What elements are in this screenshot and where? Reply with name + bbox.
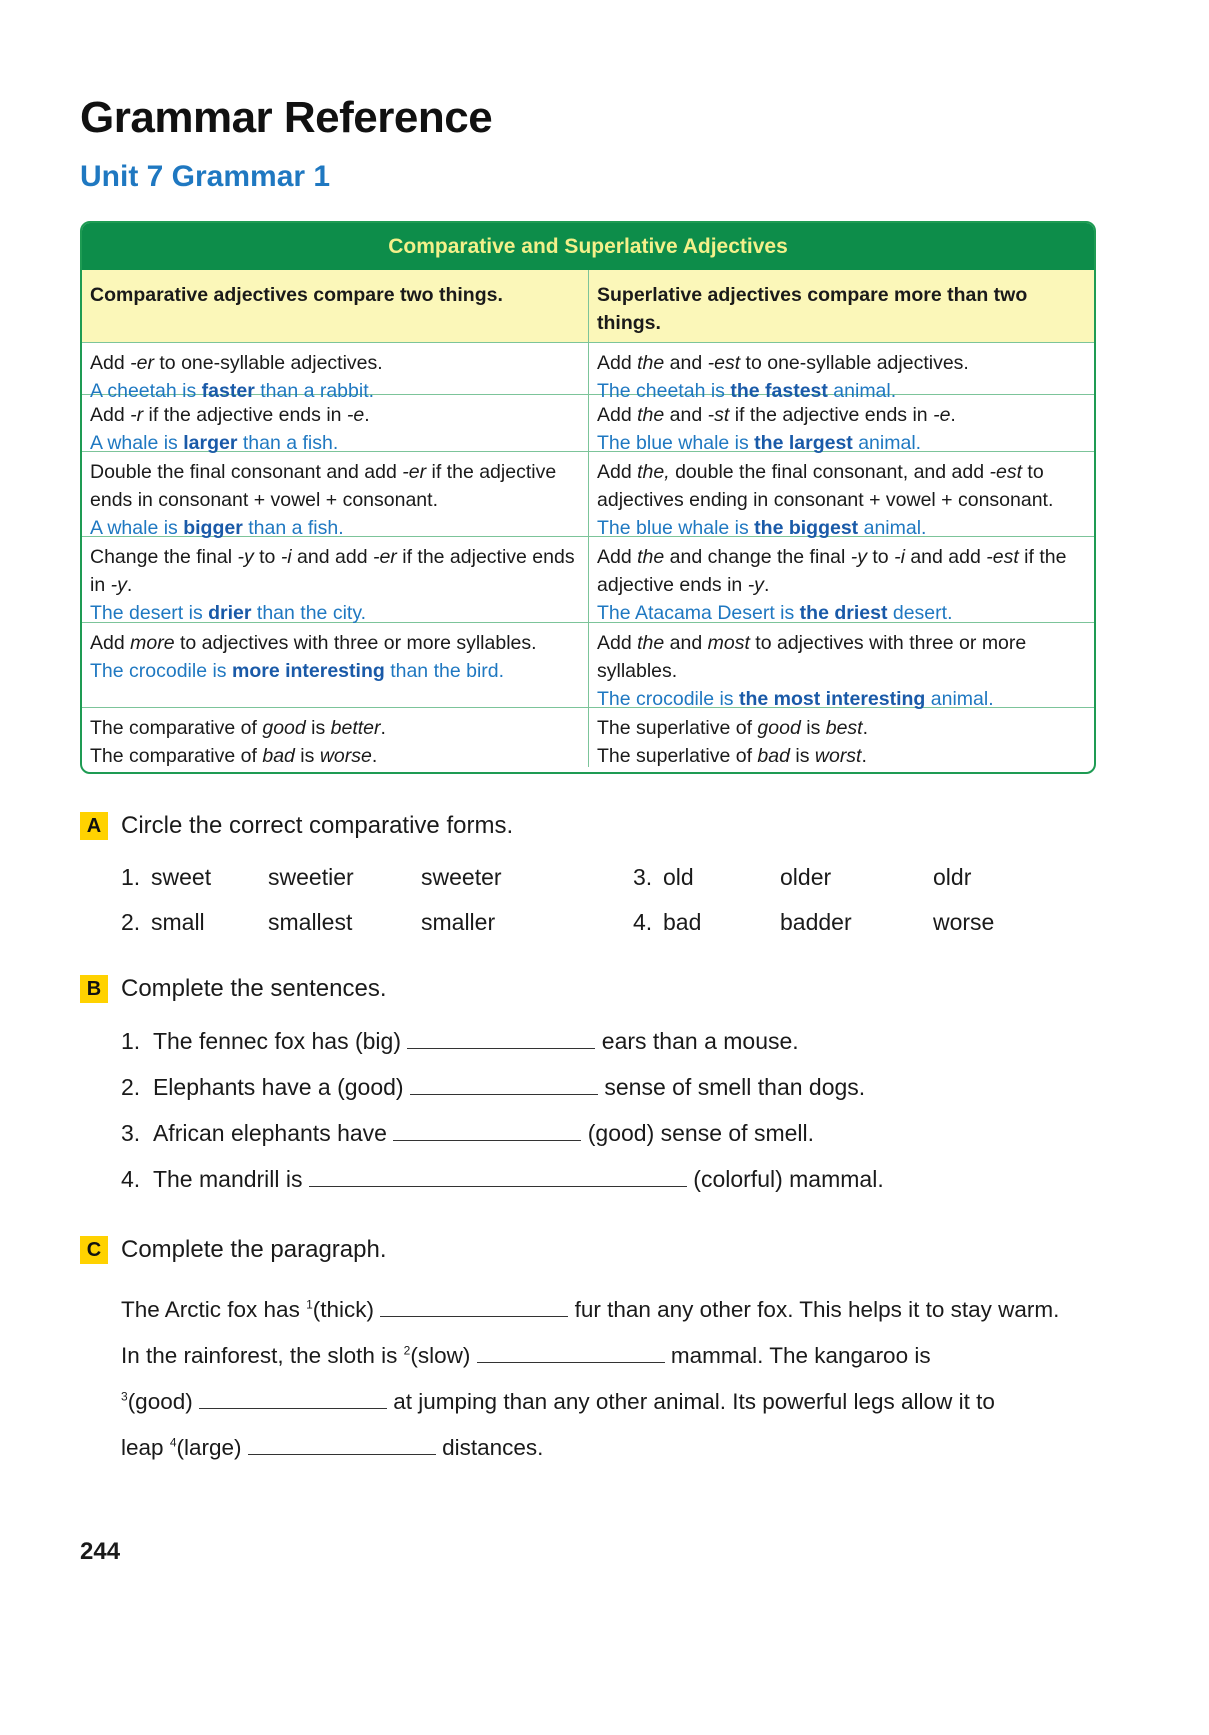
exercise-a-item: 1. sweet sweetier sweeter bbox=[121, 864, 502, 890]
example-text: The blue whale is the biggest animal. bbox=[597, 517, 927, 539]
example-text: The Atacama Desert is the driest desert. bbox=[597, 602, 953, 624]
rule-text: Double the final consonant and add -er if the adjective ends in consonant + vowel + consonant. bbox=[90, 461, 557, 511]
rule-text: Add the, double the final consonant, and add -est to adjectives ending in consonant + vowel + consonant. bbox=[597, 461, 1054, 511]
page-number: 244 bbox=[80, 1538, 121, 1565]
rule-text: Add the and most to adjectives with three or more syllables. bbox=[597, 632, 1027, 682]
option[interactable]: sweetier bbox=[268, 864, 354, 890]
answer-blank[interactable] bbox=[380, 1295, 568, 1317]
example-text: The blue whale is the largest animal. bbox=[597, 432, 922, 454]
section-b-badge: B bbox=[80, 975, 108, 1003]
example-text: A cheetah is faster than a rabbit. bbox=[90, 380, 375, 402]
rule-text: Add more to adjectives with three or more syllables. bbox=[90, 632, 537, 654]
exercise-a-item: 3. old older oldr bbox=[633, 864, 972, 890]
rule-text: Add the and -st if the adjective ends in -e. bbox=[597, 404, 956, 426]
exercise-b-item: 2. Elephants have a (good) sense of smell than dogs. bbox=[121, 1074, 866, 1100]
header-superlative: Superlative adjectives compare more than two things. bbox=[588, 270, 1094, 342]
option[interactable]: older bbox=[780, 864, 832, 890]
option[interactable]: worse bbox=[933, 909, 995, 935]
rule-text: The comparative of good is better. bbox=[90, 717, 386, 739]
example-text: The crocodile is the most interesting animal. bbox=[597, 688, 994, 710]
superlative-cell bbox=[588, 343, 1094, 402]
answer-blank[interactable] bbox=[410, 1073, 598, 1095]
answer-blank[interactable] bbox=[477, 1341, 665, 1363]
section-c-title: Complete the paragraph. bbox=[121, 1236, 387, 1263]
answer-blank[interactable] bbox=[199, 1387, 387, 1409]
rule-text: Add the and -est to one-syllable adjectives. bbox=[597, 352, 969, 374]
exercise-a-item: 4. bad badder worse bbox=[633, 909, 995, 935]
example-text: The crocodile is more interesting than the bird. bbox=[90, 660, 505, 682]
answer-blank[interactable] bbox=[407, 1027, 595, 1049]
answer-blank[interactable] bbox=[393, 1119, 581, 1141]
superlative-cell bbox=[588, 395, 1094, 454]
comparative-cell bbox=[82, 708, 588, 767]
option[interactable]: badder bbox=[780, 909, 852, 935]
unit-subtitle: Unit 7 Grammar 1 bbox=[80, 160, 331, 193]
comparative-cell bbox=[82, 343, 588, 402]
option[interactable]: smaller bbox=[421, 909, 496, 935]
option[interactable]: oldr bbox=[933, 864, 972, 890]
comparative-cell bbox=[82, 537, 588, 622]
section-c-badge: C bbox=[80, 1236, 108, 1264]
rule-text: Add -r if the adjective ends in -e. bbox=[90, 404, 370, 426]
table-header-row bbox=[82, 270, 1094, 342]
option[interactable]: sweeter bbox=[421, 864, 502, 890]
section-b-title: Complete the sentences. bbox=[121, 975, 387, 1002]
table-row bbox=[82, 451, 1094, 539]
header-comparative: Comparative adjectives compare two things. bbox=[90, 284, 503, 306]
table-row bbox=[82, 394, 1094, 454]
paragraph-line: leap $^4$(large) distances. bbox=[121, 1435, 544, 1460]
comparative-cell bbox=[82, 395, 588, 454]
superlative-cell bbox=[588, 452, 1094, 539]
superlative-cell bbox=[588, 623, 1094, 710]
exercise-b-item: 3. African elephants have (good) sense of smell. bbox=[121, 1120, 815, 1146]
rule-text: The comparative of bad is worse. bbox=[90, 745, 378, 767]
table-heading: Comparative and Superlative Adjectives bbox=[82, 223, 1094, 270]
exercise-a-item: 2. small smallest smaller bbox=[121, 909, 496, 935]
example-text: The cheetah is the fastest animal. bbox=[597, 380, 897, 402]
superlative-cell bbox=[588, 708, 1094, 767]
rule-text: The superlative of good is best. bbox=[597, 717, 869, 739]
example-text: A whale is larger than a fish. bbox=[90, 432, 339, 454]
section-a-badge: A bbox=[80, 812, 108, 840]
table-row bbox=[82, 536, 1094, 622]
answer-blank[interactable] bbox=[309, 1165, 687, 1187]
exercise-b-item: 4. The mandrill is (colorful) mammal. bbox=[121, 1166, 884, 1192]
rule-text: Add the and change the final -y to -i and add -est if the adjective ends in -y. bbox=[597, 546, 1067, 596]
page-title: Grammar Reference bbox=[80, 93, 493, 142]
example-text: The desert is drier than the city. bbox=[90, 602, 367, 624]
rule-text: Change the final -y to -i and add -er if the adjective ends in -y. bbox=[90, 546, 575, 596]
paragraph-line: The Arctic fox has $^1$(thick) fur than any other fox. This helps it to stay warm. bbox=[121, 1297, 1060, 1322]
rule-text: Add -er to one-syllable adjectives. bbox=[90, 352, 383, 374]
table-row bbox=[82, 342, 1094, 402]
comparative-cell bbox=[82, 623, 588, 707]
rule-text: The superlative of bad is worst. bbox=[597, 745, 867, 767]
comparative-cell bbox=[82, 452, 588, 539]
grammar-table bbox=[80, 221, 1096, 774]
answer-blank[interactable] bbox=[248, 1433, 436, 1455]
paragraph-line: In the rainforest, the sloth is $^2$(slow) mammal. The kangaroo is bbox=[121, 1343, 931, 1368]
superlative-cell bbox=[588, 537, 1094, 622]
paragraph-line: $^3$(good) at jumping than any other animal. Its powerful legs allow it to bbox=[121, 1389, 995, 1414]
table-row bbox=[82, 707, 1094, 767]
table-row bbox=[82, 622, 1094, 710]
option[interactable]: smallest bbox=[268, 909, 353, 935]
exercise-b-item: 1. The fennec fox has (big) ears than a mouse. bbox=[121, 1028, 799, 1054]
section-a-title: Circle the correct comparative forms. bbox=[121, 812, 514, 839]
example-text: A whale is bigger than a fish. bbox=[90, 517, 344, 539]
